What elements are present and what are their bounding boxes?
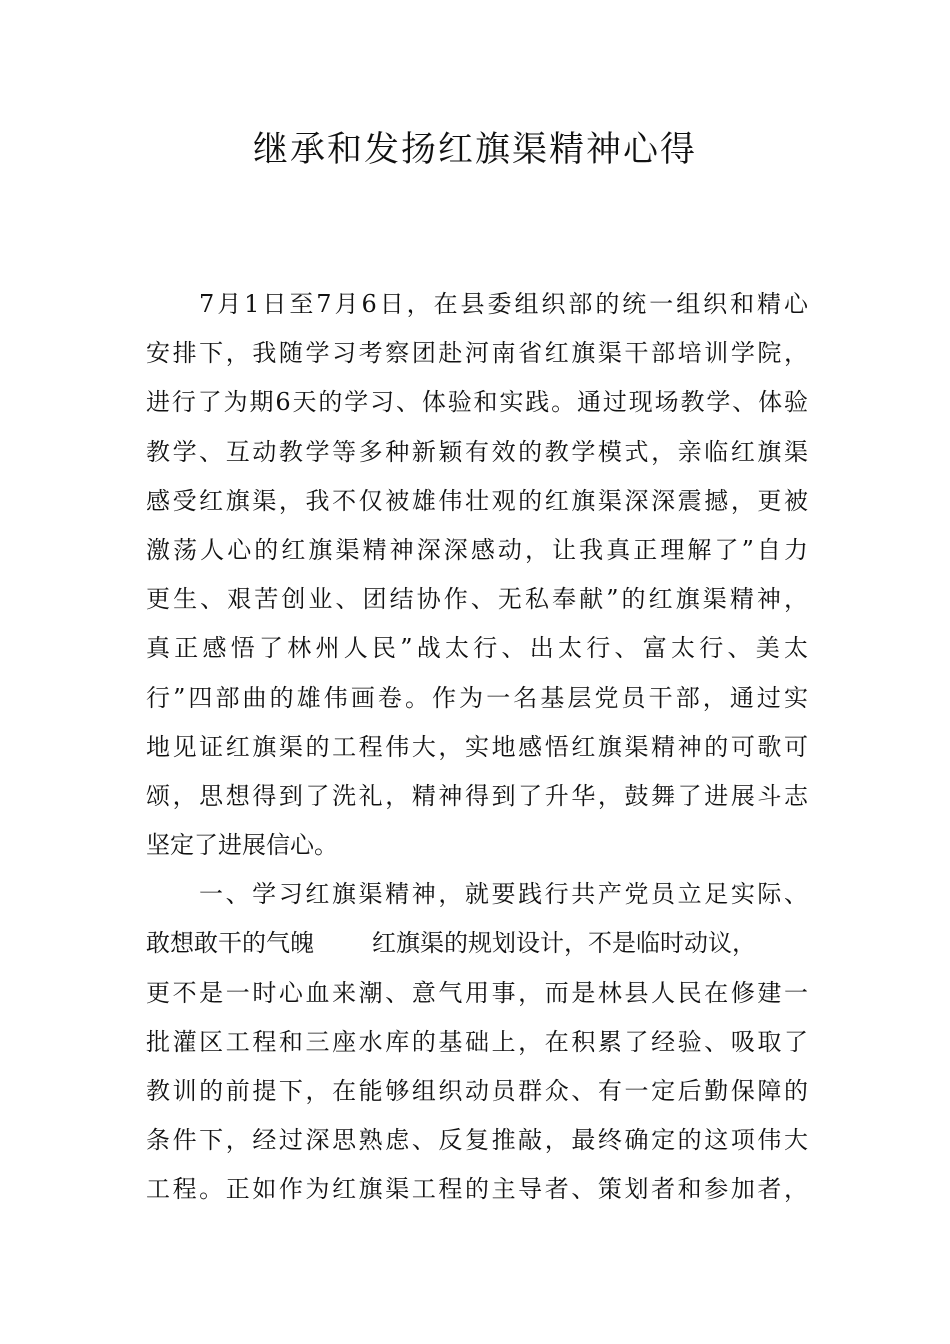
document-body bbox=[146, 280, 808, 1215]
text-line: 条件下，经过深思熟虑、反复推敲，最终确定的这项伟大 bbox=[146, 1126, 808, 1155]
text-line: 进行了为期6天的学习、体验和实践。通过现场教学、体验 bbox=[146, 388, 808, 417]
text-line: 激荡人心的红旗渠精神深深感动，让我真正理解了”自力 bbox=[146, 535, 808, 564]
text-line: 安排下，我随学习考察团赴河南省红旗渠干部培训学院， bbox=[146, 339, 808, 368]
text-line: 7月1日至7月6日，在县委组织部的统一组织和精心 bbox=[199, 290, 808, 318]
section-heading: 一、学习红旗渠精神，就要践行共产党员立足实际、 bbox=[199, 880, 808, 909]
text-line: 地见证红旗渠的工程伟大，实地感悟红旗渠精神的可歌可 bbox=[146, 732, 808, 761]
text-line: 教学、互动教学等多种新颖有效的教学模式，亲临红旗渠 bbox=[146, 437, 808, 466]
section-heading-tail: 敢想敢干的气魄 bbox=[146, 929, 314, 958]
text-line: 感受红旗渠，我不仅被雄伟壮观的红旗渠深深震撼，更被 bbox=[146, 486, 808, 515]
text-line: 教训的前提下，在能够组织动员群众、有一定后勤保障的 bbox=[146, 1077, 808, 1105]
text-line: 更不是一时心血来潮、意气用事，而是林县人民在修建一 bbox=[146, 978, 808, 1007]
text-line: 颂，思想得到了洗礼，精神得到了升华，鼓舞了进展斗志 bbox=[146, 781, 808, 810]
text-line-start: 红旗渠的规划设计，不是临时动议， bbox=[372, 929, 756, 958]
section-heading-continuation bbox=[146, 919, 808, 968]
document-title: 继承和发扬红旗渠精神心得 bbox=[252, 130, 697, 170]
text-line: 真正感悟了林州人民”战太行、出太行、富太行、美太 bbox=[146, 634, 808, 663]
text-line: 批灌区工程和三座水库的基础上，在积累了经验、吸取了 bbox=[146, 1027, 808, 1056]
text-line: 坚定了进展信心。 bbox=[146, 831, 338, 860]
text-line: 工程。正如作为红旗渠工程的主导者、策划者和参加者， bbox=[146, 1175, 808, 1204]
text-line: 更生、艰苦创业、团结协作、无私奉献”的红旗渠精神， bbox=[146, 585, 808, 614]
text-line: 行”四部曲的雄伟画卷。作为一名基层党员干部，通过实 bbox=[146, 683, 808, 712]
